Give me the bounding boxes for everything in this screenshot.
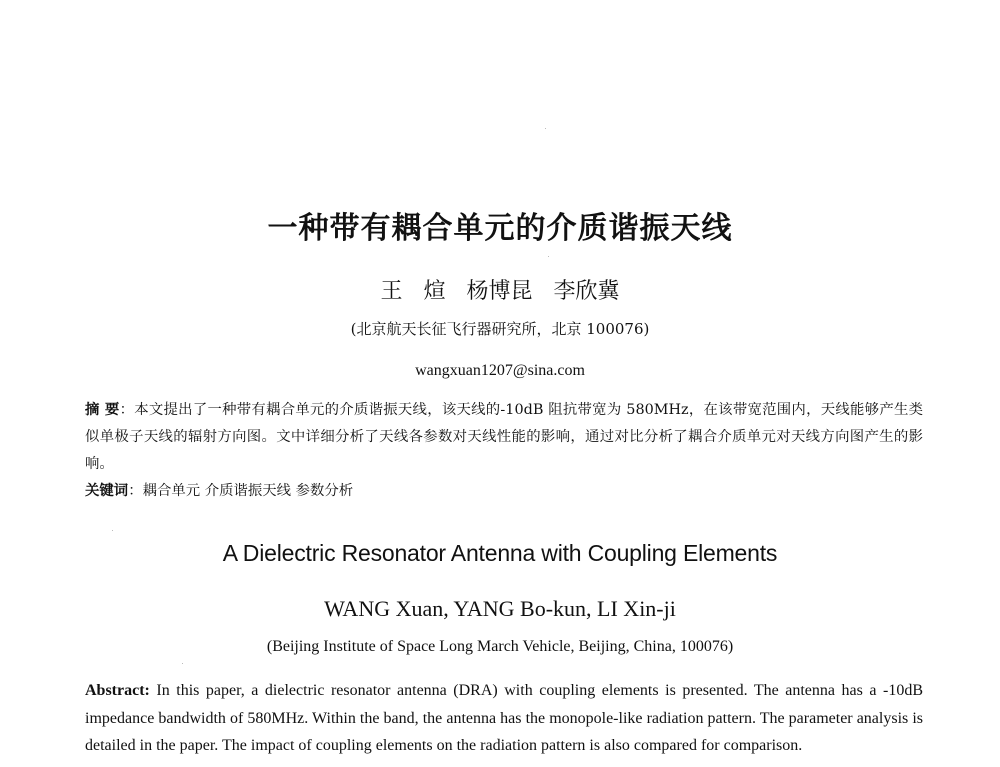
- english-abstract: [85, 677, 923, 760]
- english-abstract-text: In this paper, a dielectric resonator antenna (DRA) with coupling elements is presented. The antenna has a -10dB impedance bandwidth of 580MHz. Within the band, the antenna has the monopole-like radiation pattern. The parameter analysis is detailed in the paper. The impact of coupling elements on the radiation pattern is also compared for comparison.: [85, 682, 923, 754]
- scan-speck: [548, 256, 549, 257]
- english-abstract-label: Abstract:: [85, 682, 150, 699]
- chinese-keywords-label: 关键词: [85, 483, 129, 499]
- chinese-abstract-text: ：本文提出了一种带有耦合单元的介质谐振天线，该天线的-10dB 阻抗带宽为 580MHz，在该带宽范围内，天线能够产生类似单极子天线的辐射方向图。文中详细分析了天线各参数对天线性能的影响，通过对比分析了耦合介质单元对天线方向图产生的影响。: [85, 402, 924, 472]
- scan-speck: [182, 663, 183, 664]
- chinese-keywords: [85, 480, 923, 502]
- chinese-keywords-text: ：耦合单元 介质谐振天线 参数分析: [128, 483, 354, 499]
- chinese-affiliation: (北京航天长征飞行器研究所，北京 100076): [350, 320, 650, 338]
- english-title: A Dielectric Resonator Antenna with Coupling Elements: [222, 540, 778, 566]
- chinese-authors: 王 煊 杨博昆 李欣冀: [380, 279, 620, 304]
- chinese-title: 一种带有耦合单元的介质谐振天线: [267, 211, 733, 246]
- scan-speck: [545, 128, 546, 129]
- chinese-abstract: [85, 397, 923, 478]
- scan-speck: [112, 530, 113, 531]
- author-email: wangxuan1207@sina.com: [415, 362, 585, 379]
- chinese-abstract-label: 摘 要: [85, 402, 120, 418]
- english-authors: WANG Xuan, YANG Bo-kun, LI Xin-ji: [324, 596, 676, 621]
- english-affiliation: (Beijing Institute of Space Long March Vehicle, Beijing, China, 100076): [266, 638, 734, 655]
